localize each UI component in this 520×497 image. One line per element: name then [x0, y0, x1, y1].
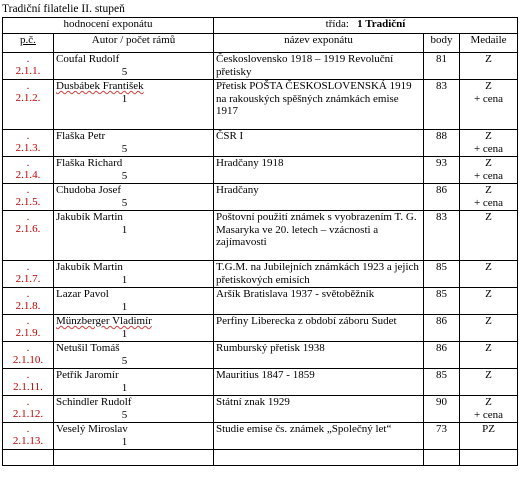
row-points: 93 — [424, 157, 460, 184]
row-points: 85 — [424, 261, 460, 288]
row-title: Perfiny Liberecka z období záboru Sudet — [214, 315, 424, 342]
row-author: Petřík Jaromír — [56, 369, 119, 381]
row-title: Mauritius 1847 - 1859 — [214, 369, 424, 396]
column-header-body: body — [424, 34, 460, 53]
column-header-pc: p.č. — [3, 34, 54, 53]
table-column-headers — [3, 34, 518, 53]
row-medal: Z — [485, 396, 492, 408]
header-evaluation: hodnocení exponátu — [3, 18, 214, 34]
row-frames: 1 — [121, 273, 128, 286]
row-points: 81 — [424, 53, 460, 80]
row-author: Chudoba Josef — [56, 184, 122, 196]
table-row: . 2.1.5. Chudoba Josef 5 Hradčany 86 Z + cena — [3, 184, 518, 211]
row-prize: + cena — [473, 196, 504, 209]
row-author: Coufal Rudolf — [56, 53, 120, 65]
table-row: . 2.1.6. Jakubík Martin 1 Poštovní použití známek s vyobrazením T. G. Masaryka ve 20. letech – vzácnosti a zajímavosti 83 Z — [3, 211, 518, 261]
row-author: Lazar Pavol — [56, 288, 109, 300]
row-prize: + cena — [473, 169, 504, 182]
row-medal: Z — [485, 315, 492, 327]
row-frames: 5 — [121, 142, 128, 155]
row-frames: 1 — [121, 92, 128, 105]
row-title: Hradčany 1918 — [214, 157, 424, 184]
row-prize: + cena — [473, 142, 504, 155]
row-frames: 5 — [121, 408, 128, 421]
row-number: 2.1.12. — [12, 408, 44, 420]
row-number: 2.1.4. — [15, 169, 41, 181]
row-medal: Z — [485, 211, 492, 223]
row-author: Jakubík Martin — [56, 211, 123, 223]
table-row: . 2.1.7. Jakubík Martin 1 T.G.M. na Jubilejních známkách 1923 a jejich přetiskových emisích 85 Z — [3, 261, 518, 288]
row-medal: PZ — [482, 423, 495, 435]
row-points: 83 — [424, 80, 460, 130]
row-frames: 1 — [121, 223, 128, 236]
row-number: 2.1.9. — [15, 327, 41, 339]
row-title: T.G.M. na Jubilejních známkách 1923 a jejich přetiskových emisích — [214, 261, 424, 288]
row-frames: 5 — [121, 354, 128, 367]
document-title: Tradiční filatelie II. stupeň — [2, 3, 125, 15]
row-points: 88 — [424, 130, 460, 157]
row-frames: 1 — [121, 381, 128, 394]
table-row: . 2.1.4. Flaška Richard 5 Hradčany 1918 93 Z + cena — [3, 157, 518, 184]
row-author: Netušil Tomáš — [56, 342, 120, 354]
row-points: 85 — [424, 369, 460, 396]
results-table — [2, 17, 518, 466]
column-header-medal: Medaile — [460, 34, 518, 53]
row-prize: + cena — [473, 92, 504, 105]
row-number: 2.1.7. — [15, 273, 41, 285]
row-title: Československo 1918 – 1919 Revoluční přetisky — [214, 53, 424, 80]
row-frames: 1 — [121, 435, 128, 448]
row-medal: Z — [485, 369, 492, 381]
row-title: Rumburský přetisk 1938 — [214, 342, 424, 369]
row-number: 2.1.13. — [12, 435, 44, 447]
row-frames: 5 — [121, 65, 128, 78]
row-author: Schindler Rudolf — [56, 396, 132, 408]
table-row: . 2.1.3. Flaška Petr 5 ČSR I 88 Z + cena — [3, 130, 518, 157]
row-author: Flaška Petr — [56, 130, 106, 142]
row-points: 86 — [424, 184, 460, 211]
row-author: Dusbábek František — [56, 80, 144, 92]
row-prize: + cena — [473, 408, 504, 421]
row-author: Münzberger Vladimír — [56, 315, 152, 327]
row-medal: Z — [485, 342, 492, 354]
empty-cell — [3, 450, 54, 466]
table-row-empty — [3, 450, 518, 466]
row-frames: 1 — [121, 300, 128, 313]
row-medal: Z — [485, 80, 492, 92]
header-class-label: třída: — [325, 18, 349, 30]
row-number: 2.1.10. — [12, 354, 44, 366]
column-header-title: název exponátu — [214, 34, 424, 53]
header-class — [214, 18, 518, 34]
row-number: 2.1.5. — [15, 196, 41, 208]
row-medal: Z — [485, 157, 492, 169]
row-title: Studie emise čs. známek „Společný let“ — [214, 423, 424, 450]
empty-cell — [54, 450, 214, 466]
row-author: Jakubík Martin — [56, 261, 123, 273]
row-number: 2.1.8. — [15, 300, 41, 312]
table-row: . 2.1.13. Veselý Miroslav 1 Studie emise čs. známek „Společný let“ 73 PZ — [3, 423, 518, 450]
table-row: . 2.1.11. Petřík Jaromír 1 Mauritius 1847 - 1859 85 Z — [3, 369, 518, 396]
row-title: Aršík Bratislava 1937 - světoběžník — [214, 288, 424, 315]
row-frames: 1 — [121, 327, 128, 340]
row-points: 83 — [424, 211, 460, 261]
row-medal: Z — [485, 53, 492, 65]
row-number: 2.1.6. — [15, 223, 41, 235]
row-frames: 5 — [121, 196, 128, 209]
row-medal: Z — [485, 184, 492, 196]
row-medal: Z — [485, 288, 492, 300]
row-frames: 5 — [121, 169, 128, 182]
row-title: Přetisk POŠTA ČESKOSLOVENSKÁ 1919 na rakouských spěšných známkách emise 1917 — [214, 80, 424, 130]
row-points: 85 — [424, 288, 460, 315]
table-row: . 2.1.1. Coufal Rudolf 5 Československo 1918 – 1919 Revoluční přetisky 81 Z — [3, 53, 518, 80]
row-number: 2.1.2. — [15, 92, 41, 104]
row-number: 2.1.3. — [15, 142, 41, 154]
table-header-top — [3, 18, 518, 34]
row-number: 2.1.1. — [15, 65, 41, 77]
empty-cell — [214, 450, 424, 466]
row-title: Státní znak 1929 — [214, 396, 424, 423]
table-row: . 2.1.9. Münzberger Vladimír 1 Perfiny Liberecka z období záboru Sudet 86 Z — [3, 315, 518, 342]
row-points: 73 — [424, 423, 460, 450]
row-points: 86 — [424, 315, 460, 342]
row-author: Veselý Miroslav — [56, 423, 128, 435]
table-row: . 2.1.12. Schindler Rudolf 5 Státní znak 1929 90 Z + cena — [3, 396, 518, 423]
row-title: ČSR I — [214, 130, 424, 157]
row-number: 2.1.11. — [13, 381, 43, 393]
empty-cell — [424, 450, 460, 466]
empty-cell — [460, 450, 518, 466]
table-row: . 2.1.10. Netušil Tomáš 5 Rumburský přetisk 1938 86 Z — [3, 342, 518, 369]
row-author: Flaška Richard — [56, 157, 123, 169]
header-class-value: 1 Tradiční — [357, 18, 406, 30]
row-medal: Z — [485, 261, 492, 273]
table-row: . 2.1.2. Dusbábek František 1 Přetisk POŠTA ČESKOSLOVENSKÁ 1919 na rakouských spěšných známkách emise 1917 83 Z + cena — [3, 80, 518, 130]
row-medal: Z — [485, 130, 492, 142]
column-header-author: Autor / počet rámů — [54, 34, 214, 53]
table-row: . 2.1.8. Lazar Pavol 1 Aršík Bratislava 1937 - světoběžník 85 Z — [3, 288, 518, 315]
row-points: 86 — [424, 342, 460, 369]
row-title: Hradčany — [214, 184, 424, 211]
row-title: Poštovní použití známek s vyobrazením T. G. Masaryka ve 20. letech – vzácnosti a zajímavosti — [214, 211, 424, 261]
row-points: 90 — [424, 396, 460, 423]
